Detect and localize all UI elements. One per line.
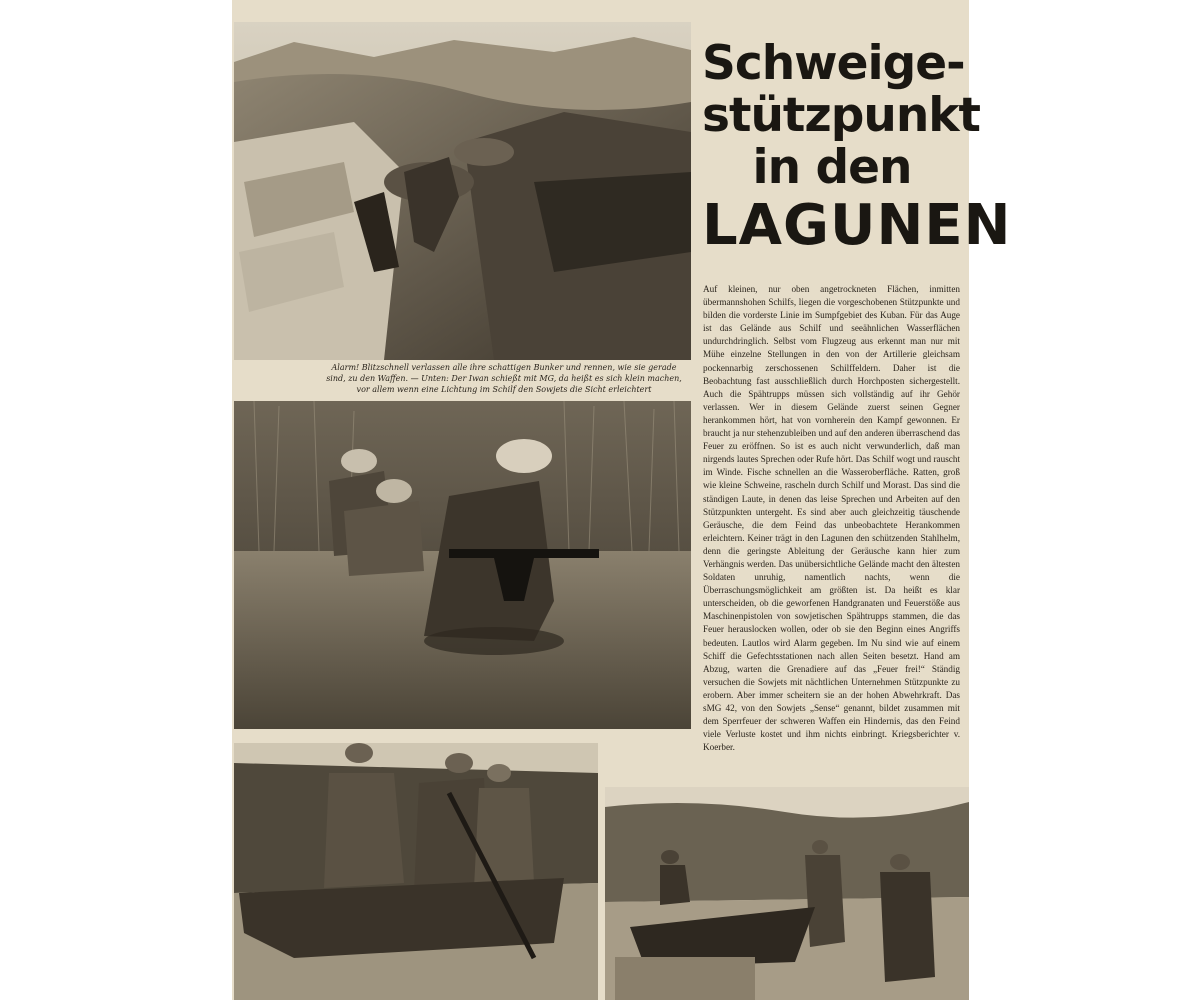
- photo-caption: Alarm! Blitzschnell verlassen alle ihre schattigen Bunker und rennen, wie sie gerade sind, zu den Waffen. — Unten: Der Iwan schießt mit MG, da heißt es sich klein machen, vor allem wenn eine Lichtung im Schilf den Sowjets die Sicht erleichtert: [326, 363, 682, 394]
- magazine-page: [232, 0, 1012, 1000]
- photo-trench-bunker: [234, 22, 691, 360]
- title-line-1: Schweige-: [702, 36, 965, 91]
- title-line-2: stützpunkt: [702, 88, 981, 143]
- photo-soldiers-wading: [234, 401, 691, 729]
- article-body: Auf kleinen, nur oben angetrockneten Flächen, inmitten übermannshohen Schilfs, liegen die vorgeschobenen Stützpunkte und bilden die vorderste Linie im Sumpfgebiet des Kuban. Für das Auge ist das Gelände aus Schilf und seeähnlichen Wasserflächen undurchdringlich. Selbst vom Flugzeug aus erkennt man nur mit Mühe einzelne Stellungen in den von der Artillerie gleichsam pockennarbig zerschossenen Schilffeldern. Daher ist die Beobachtung fast ausschließlich durch Horchposten sichergestellt. Auch die Spähtrupps müssen sich vollständig auf ihr Gehör verlassen. Wer in diesem Gelände zuerst seinen Gegner herankommen hört, hat von vornherein den Kampf gewonnen. Er braucht ja nur stehenzubleiben und auf den anderen überraschend das Feuer zu eröffnen. So ist es auch nicht verwunderlich, daß man nirgends lautes Sprechen oder Rufe hört. Das Schilf wogt und rauscht im Winde. Fische schnellen an die Wasseroberfläche. Ratten, groß wie kleine Schweine, rascheln durch Schilf und Morast. Das sind die ständigen Laute, in denen das leise Sprechen und Arbeiten auf den Stützpunkten untergeht. Es sind aber auch gleichzeitig täuschende Geräusche, die dem Feind das unbeobachtete Herankommen erleichtern. Keiner trägt in den Lagunen den schützenden Stahlhelm, denn die geringste Ableitung der Geräusche kann hier zum Verhängnis werden. Das unübersichtliche Gelände macht den ältesten Soldaten unruhig, namentlich nachts, wenn die Überraschungsmöglichkeit am größten ist. Da heißt es klar unterscheiden, ob die geworfenen Handgranaten und Feuerstöße aus Maschinenpistolen von sowjetischen Spähtrupps stammen, die das Feuer herauslocken wollen, oder ob sie den Beginn eines Angriffs bedeuten. Lautlos wird Alarm gegeben. Im Nu sind wie auf einem Schiff die Gefechtsstationen nach allen Seiten besetzt. Hand am Abzug, warten die Grenadiere auf das „Feuer frei!“ Ständig versuchen die Sowjets mit nächtlichen Unternehmen Stützpunkte zu erobern. Aber immer scheitern sie an der hohen Abwehrkraft. Das sMG 42, von den Sowjets „Sense“ genannt, bildet zusammen mit dem Sperrfeuer der schweren Waffen ein Hindernis, das den Feind viele Verluste kostet und ihm nichts einbringt. Kriegsberichter v. Koerber.: [703, 284, 960, 753]
- article-title: [702, 36, 1012, 258]
- photo-soldiers-carrying: [605, 787, 969, 1000]
- title-line-3: in den: [752, 140, 912, 195]
- title-line-4: LAGUNEN: [702, 193, 1012, 258]
- photo-soldiers-boat: [234, 743, 598, 1000]
